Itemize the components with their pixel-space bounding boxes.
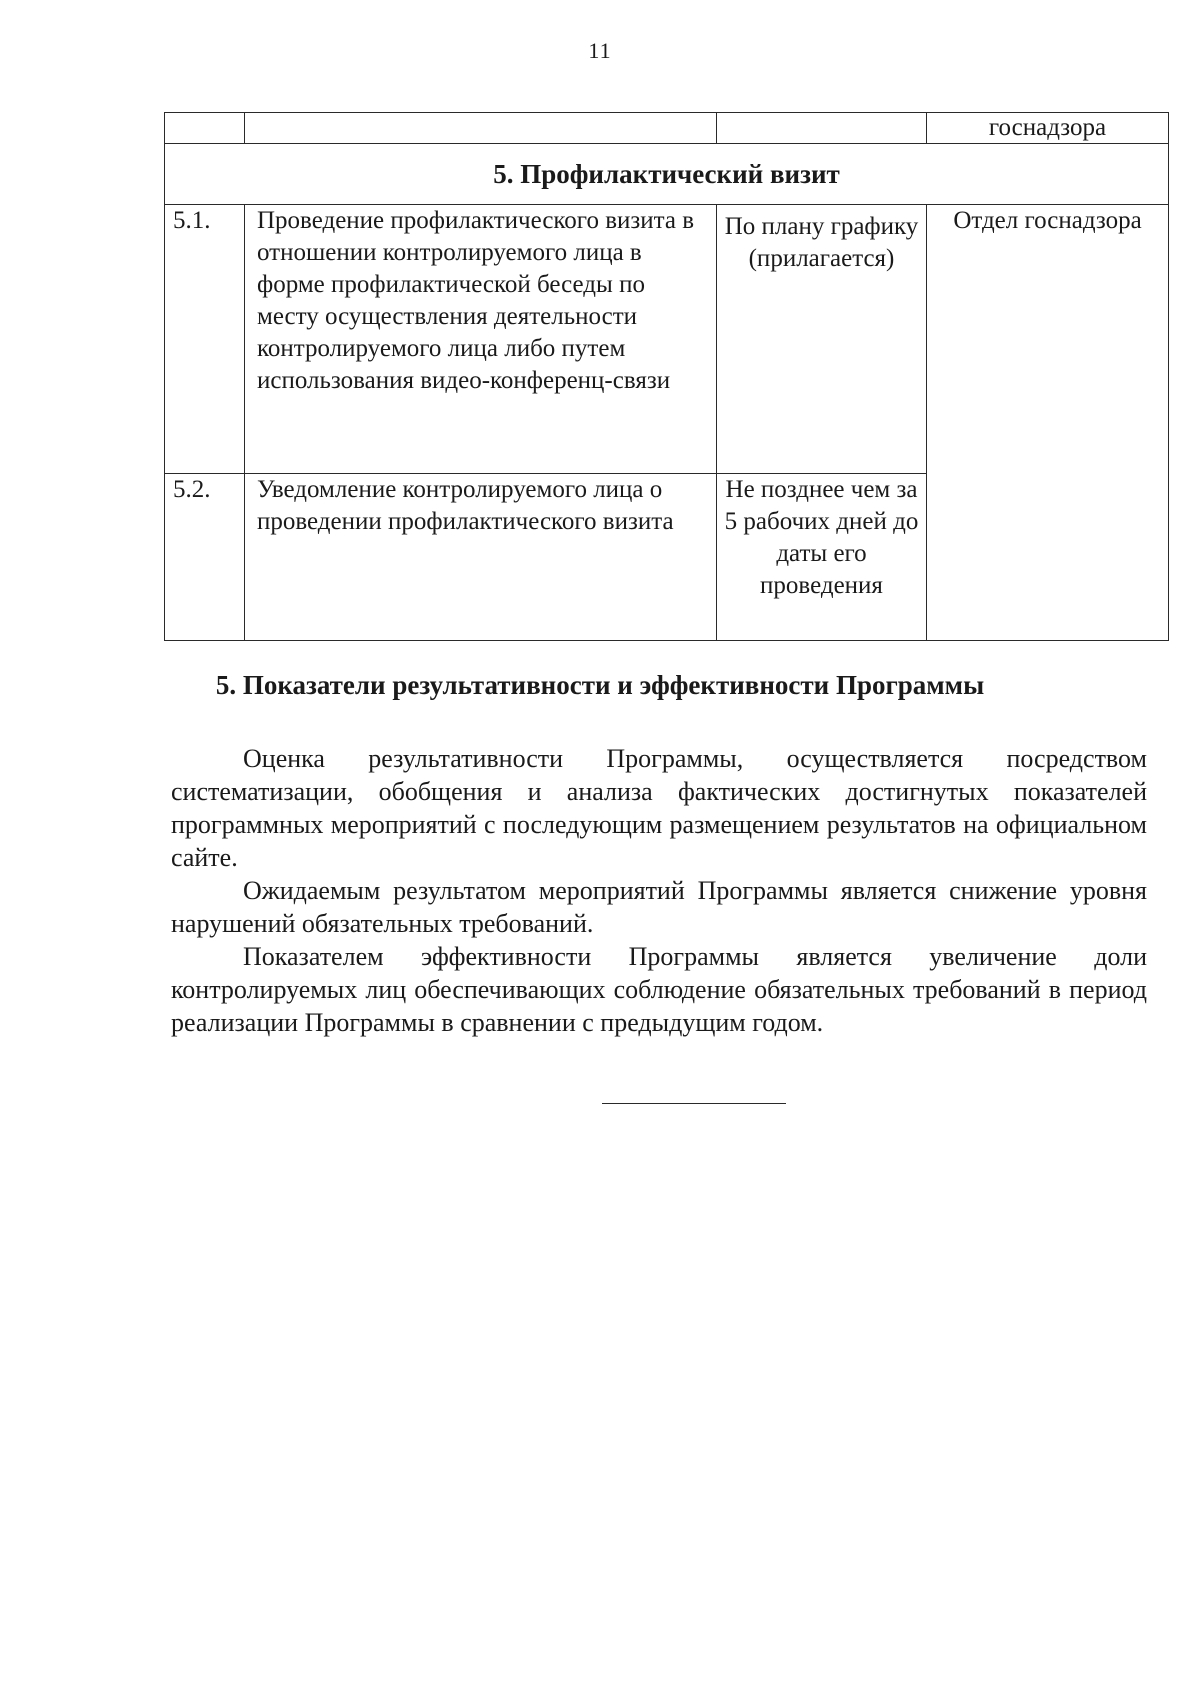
paragraph: Оценка результативности Программы, осуществляется посредством систематизации, обобщения и анализа фактических достигнутых показателей программных мероприятий с последующим размещением результатов на официальном сайте. — [171, 744, 1147, 872]
table-cell-empty — [717, 113, 927, 144]
row-number-cell: 5.1. — [165, 205, 245, 474]
plan-table — [164, 112, 1169, 641]
end-divider-line — [602, 1103, 786, 1104]
table-cell-empty — [245, 113, 717, 144]
section-body — [171, 742, 1147, 1039]
row-activity-cell: Уведомление контролируемого лица о проведении профилактического визита — [245, 474, 717, 641]
continued-responsible-cell: госнадзора — [927, 113, 1169, 144]
responsible-cell: Отдел госнадзора — [927, 205, 1169, 641]
section-heading: 5. Показатели результативности и эффективности Программы — [215, 670, 985, 700]
paragraph: Показателем эффективности Программы является увеличение доли контролируемых лиц обеспечивающих соблюдение обязательных требований в период реализации Программы в сравнении с предыдущим годом. — [171, 942, 1147, 1037]
row-term-cell: Не позднее чем за 5 рабочих дней до даты его проведения — [717, 474, 927, 641]
page-number: 11 — [588, 38, 612, 63]
section-title-cell: 5. Профилактический визит — [165, 144, 1169, 205]
row-term-cell: По плану графику (прилагается) — [717, 205, 927, 474]
table-section-row — [165, 144, 1169, 205]
table-row — [165, 205, 1169, 474]
row-activity-cell: Проведение профилактического визита в отношении контролируемого лица в форме профилактической беседы по месту осуществления деятельности контролируемого лица либо путем использования видео-конференц-связи — [245, 205, 717, 474]
table-row-continuation — [165, 113, 1169, 144]
row-number-cell: 5.2. — [165, 474, 245, 641]
table-cell-empty — [165, 113, 245, 144]
paragraph: Ожидаемым результатом мероприятий Программы является снижение уровня нарушений обязательных требований. — [171, 876, 1147, 938]
